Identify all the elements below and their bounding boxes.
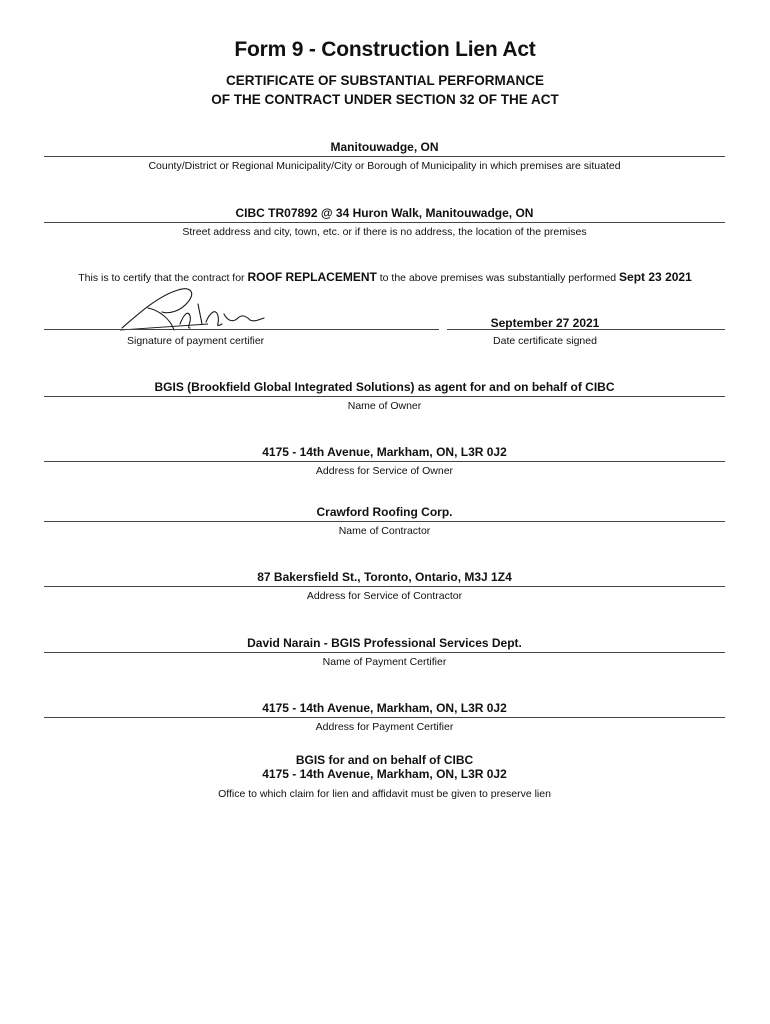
certifier-address-value: 4175 - 14th Avenue, Markham, ON, L3R 0J2 <box>262 701 507 715</box>
divider <box>44 461 725 462</box>
payment-certifier-value: David Narain - BGIS Professional Services Dept. <box>247 636 522 650</box>
date-line <box>447 329 725 330</box>
date-signed-caption: Date certificate signed <box>493 335 597 347</box>
divider <box>44 717 725 718</box>
owner-address-field <box>44 445 725 478</box>
owner-address-value: 4175 - 14th Avenue, Markham, ON, L3R 0J2 <box>262 445 507 459</box>
municipality-caption: County/District or Regional Municipality/City or Borough of Municipality in which premises are situated <box>148 160 621 172</box>
owner-caption: Name of Owner <box>347 400 422 412</box>
signature-line <box>44 329 439 330</box>
payment-certifier-caption: Name of Payment Certifier <box>322 656 447 668</box>
certifier-address-field <box>44 701 725 734</box>
contractor-address-value: 87 Bakersfield St., Toronto, Ontario, M3J 1Z4 <box>257 570 512 584</box>
certifier-address-caption: Address for Payment Certifier <box>315 721 454 733</box>
divider <box>44 521 725 522</box>
certify-middle: to the above premises was substantially performed <box>379 272 617 284</box>
divider <box>44 156 725 157</box>
divider <box>44 586 725 587</box>
contractor-address-field <box>44 570 725 603</box>
premises-value: CIBC TR07892 @ 34 Huron Walk, Manitouwadge, ON <box>235 206 534 220</box>
owner-address-caption: Address for Service of Owner <box>315 465 454 477</box>
contractor-caption: Name of Contractor <box>338 525 431 537</box>
premises-field <box>44 206 725 239</box>
premises-caption: Street address and city, town, etc. or if there is no address, the location of the premises <box>182 226 587 238</box>
contract-description: ROOF REPLACEMENT <box>247 270 377 284</box>
contractor-address-caption: Address for Service of Contractor <box>306 590 463 602</box>
performance-date: Sept 23 2021 <box>619 270 692 284</box>
payment-certifier-field <box>44 636 725 669</box>
municipality-field <box>44 140 725 173</box>
divider <box>44 396 725 397</box>
subtitle-line-1: CERTIFICATE OF SUBSTANTIAL PERFORMANCE <box>226 73 544 88</box>
owner-field <box>44 380 725 413</box>
divider <box>44 222 725 223</box>
contractor-value: Crawford Roofing Corp. <box>316 505 453 519</box>
municipality-value: Manitouwadge, ON <box>330 140 439 154</box>
certify-prefix: This is to certify that the contract for <box>78 272 245 284</box>
divider <box>44 652 725 653</box>
form-title: Form 9 - Construction Lien Act <box>234 38 536 61</box>
office-line-2: 4175 - 14th Avenue, Markham, ON, L3R 0J2 <box>262 767 507 781</box>
subtitle-line-2: OF THE CONTRACT UNDER SECTION 32 OF THE ACT <box>211 92 559 107</box>
office-line-1: BGIS for and on behalf of CIBC <box>295 753 474 767</box>
date-signed-value: September 27 2021 <box>490 316 600 330</box>
signature-caption: Signature of payment certifier <box>127 335 265 347</box>
certify-statement <box>0 270 770 284</box>
owner-value: BGIS (Brookfield Global Integrated Solutions) as agent for and on behalf of CIBC <box>154 380 615 394</box>
office-caption: Office to which claim for lien and affidavit must be given to preserve lien <box>218 788 551 800</box>
contractor-field <box>44 505 725 538</box>
